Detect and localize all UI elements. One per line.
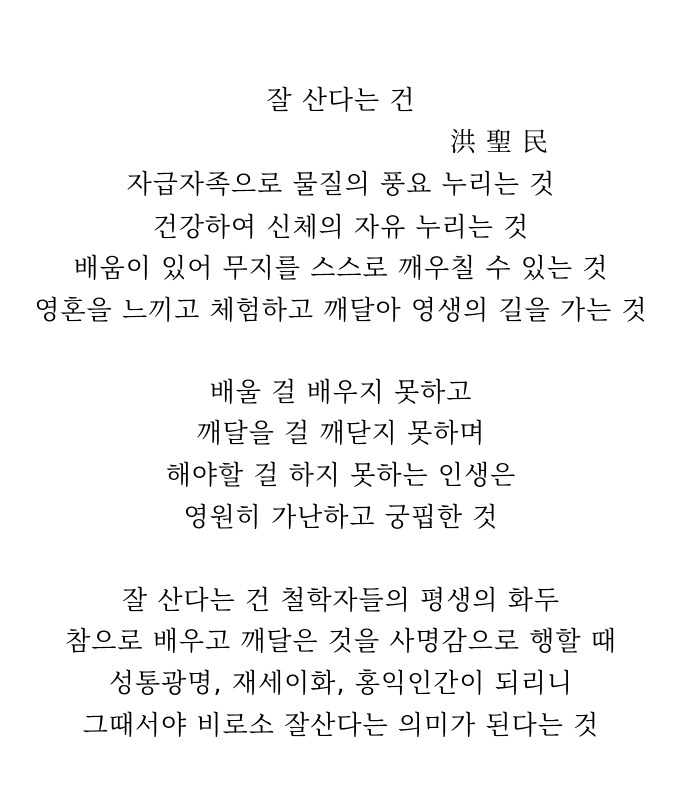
- poem-line: 배움이 있어 무지를 스스로 깨우칠 수 있는 것: [73, 254, 609, 284]
- poem-line: 자급자족으로 물질의 풍요 누리는 것: [126, 170, 556, 200]
- poem-title: 잘 산다는 건: [266, 86, 416, 116]
- poem-author: 洪聖民: [450, 128, 559, 158]
- poem-line: 배울 걸 배우지 못하고: [209, 378, 473, 408]
- poem-line: 영원히 가난하고 궁핍한 것: [183, 503, 499, 533]
- poem-line: 잘 산다는 건 철학자들의 평생의 화두: [121, 586, 561, 616]
- poem-line: 건강하여 신체의 자유 누리는 것: [152, 213, 530, 243]
- poem-line: 해야할 걸 하지 못하는 인생은: [165, 461, 517, 491]
- poem-line: 그때서야 비로소 잘산다는 의미가 된다는 것: [82, 711, 600, 741]
- poem-line: 참으로 배우고 깨달은 것을 사명감으로 행할 때: [65, 627, 617, 657]
- poem-line: 깨달을 걸 깨닫지 못하며: [196, 419, 486, 449]
- poem-line: 성통광명, 재세이화, 홍익인간이 되리니: [108, 669, 574, 699]
- poem-line: 영혼을 느끼고 체험하고 깨달아 영생의 길을 가는 것: [34, 296, 648, 326]
